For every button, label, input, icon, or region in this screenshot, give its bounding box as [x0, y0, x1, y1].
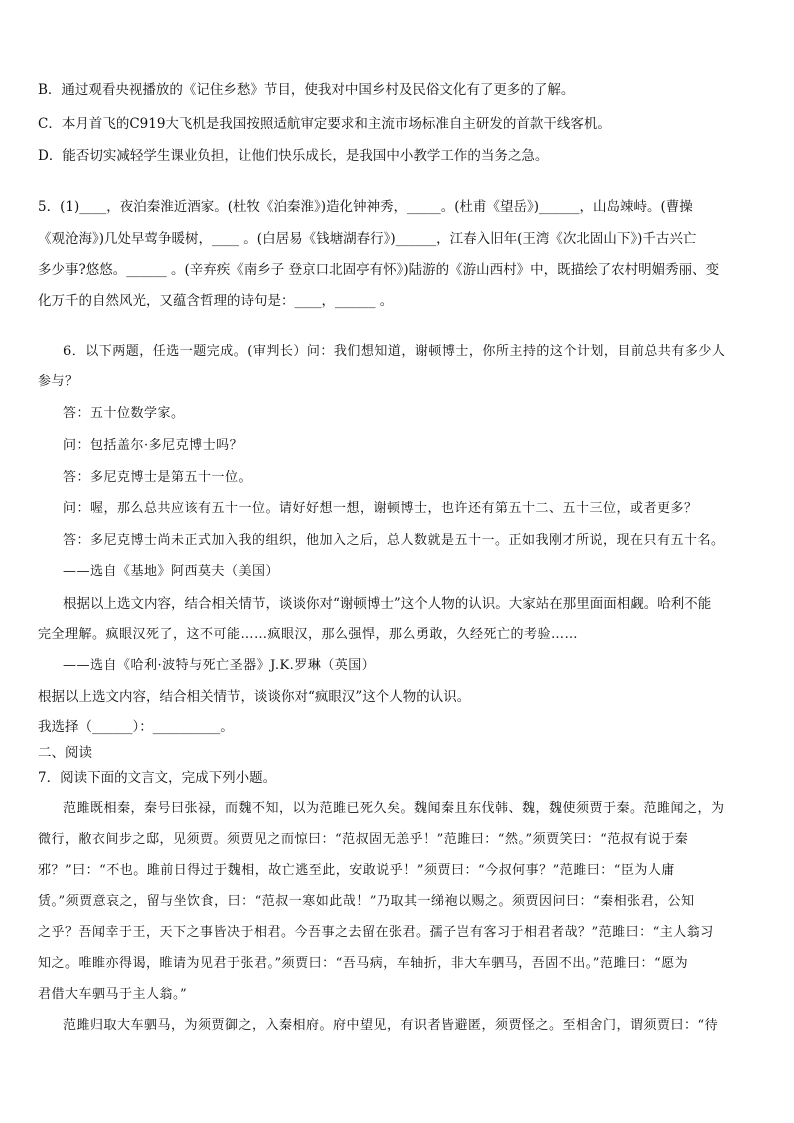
q7-line-3: 邪？”曰：“不也。雎前日得过于魏相，故亡逃至此，安敢说乎！”须贾曰：“今叔何事？”范雎曰：“臣为人庸: [38, 863, 675, 878]
q7-title: 7．阅读下面的文言文，完成下列小题。: [38, 770, 277, 786]
q6-dialogue-1: 答：五十位数学家。: [63, 406, 185, 421]
q7-line-2: 微行，敝衣间步之邸，见须贾。须贾见之而惊曰：“范叔固无恙乎！”范雎曰：“然。”须贾笑曰：“范叔有说于秦: [38, 832, 689, 847]
q6-intro-line-1: 6．以下两题，任选一题完成。(审判长）问：我们想知道，谢顿博士，你所主持的这个计划，目前总共有多少人: [63, 344, 726, 359]
q6-dialogue-5: 答：多尼克博士尚未正式加入我的组织，他加入之后，总人数就是五十一。正如我刚才所说，现在只有五十名。: [63, 533, 725, 548]
q6-dialogue-4: 问：喔，那么总共应该有五十一位。请好好想一想，谢顿博士，也许还有第五十二、五十三位，或者更多？: [63, 501, 698, 516]
q5-line-4: 化万千的自然风光，又蕴含哲理的诗句是：____，______ 。: [38, 293, 394, 309]
q6-prompt-1b: 完全理解。疯眼汉死了，这不可能……疯眼汉，那么强悍，那么勇敢，久经死亡的考验……: [38, 627, 579, 642]
option-c: C．本月首飞的C919大飞机是我国按照适航审定要求和主流市场标准自主研发的首款干线客机。: [38, 116, 611, 132]
q7-line-5: 之乎？吾闻幸于王，天下之事皆决于相君。今吾事之去留在张君。孺子岂有客习于相君者哉？”范雎曰：“主人翁习: [38, 925, 714, 940]
q6-prompt-2: 根据以上选文内容，结合相关情节，谈谈你对“疯眼汉”这个人物的认识。: [38, 689, 471, 705]
q5-line-1: 5．(1)____，夜泊秦淮近酒家。(杜牧《泊秦淮》)造化钟神秀，_____。(杜甫《望岳》)______，山岛竦峙。(曹操: [38, 199, 693, 215]
option-d: D．能否切实减轻学生课业负担，让他们快乐成长，是我国中小教学工作的当务之急。: [38, 148, 549, 164]
q6-source-1: ——选自《基地》阿西莫夫（美国）: [63, 564, 280, 579]
q7-line-4: 赁。”须贾意哀之，留与坐饮食，曰：“范叔一寒如此哉！”乃取其一绨袍以赐之。须贾因问曰：“秦相张君，公知: [38, 894, 695, 909]
q6-dialogue-2: 问：包括盖尔·多尼克博士吗？: [63, 438, 244, 453]
q5-line-3: 多少事?悠悠。______ 。(辛弃疾《南乡子 登京口北固亭有怀》)陆游的《游山西村》中，既描绘了农村明媚秀丽、变: [38, 262, 720, 278]
q7-line-6: 知之。唯睢亦得谒，睢请为见君于张君。”须贾曰：“吾马病，车轴折，非大车驷马，吾固不出。”范雎曰：“愿为: [38, 956, 689, 971]
q7-line-1: 范雎既相秦，秦号曰张禄，而魏不知，以为范雎已死久矣。魏闻秦且东伐韩、魏，魏使须贾于秦。范雎闻之，为: [63, 801, 725, 816]
q6-dialogue-3: 答：多尼克博士是第五十一位。: [63, 470, 253, 485]
q7-line-7: 君借大车驷马于主人翁。”: [38, 987, 188, 1002]
q6-source-2: ——选自《哈利·波特与死亡圣器》J.K.罗琳（英国）: [63, 658, 376, 673]
q6-prompt-1: 根据以上选文内容，结合相关情节，谈谈你对“谢顿博士”这个人物的认识。大家站在那里面面相觑。哈利不能: [63, 596, 712, 612]
q6-choice: 我选择（______）：__________。: [38, 719, 234, 735]
section-heading: 二、阅读: [38, 745, 92, 761]
option-b: B．通过观看央视播放的《记住乡愁》节目，使我对中国乡村及民俗文化有了更多的了解。: [38, 82, 575, 98]
q6-intro-line-2: 参与？: [38, 374, 79, 389]
q5-line-2: 《观沧海》)几处早莺争暖树，____ 。(白居易《钱塘湖春行》)______，江春入旧年(王湾《次北固山下》)千古兴亡: [38, 231, 697, 247]
q7-line-8: 范雎归取大车驷马，为须贾御之，入秦相府。府中望见，有识者皆避匿，须贾怪之。至相舍门，谓须贾曰：“待: [63, 1018, 719, 1033]
